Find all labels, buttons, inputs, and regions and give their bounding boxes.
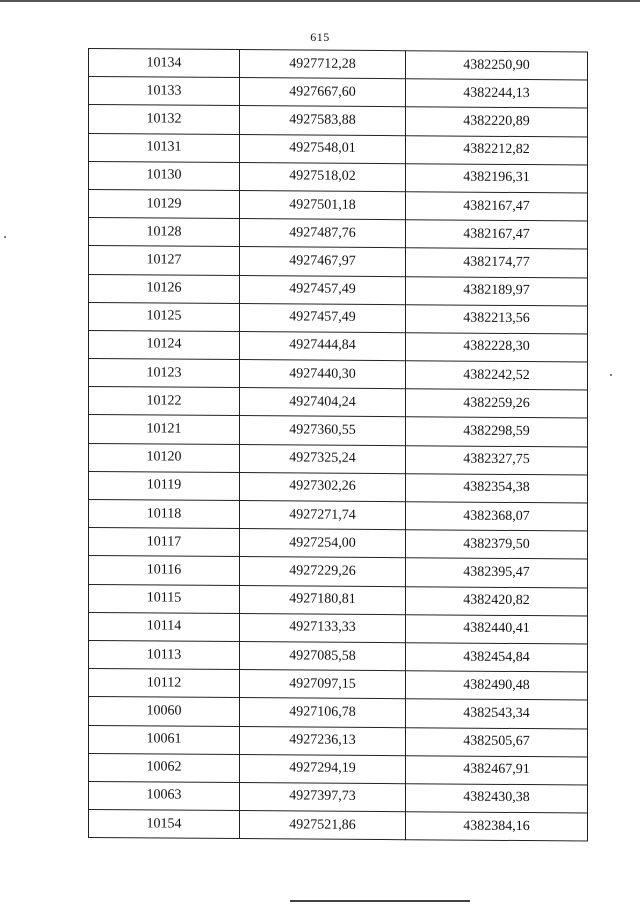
coordinate-y-cell: 4382212,82 [406, 135, 588, 164]
coordinate-x-cell: 4927360,55 [240, 416, 406, 445]
coordinate-x-cell: 4927236,13 [240, 726, 406, 755]
point-number-cell: 10128 [89, 218, 240, 247]
coordinate-y-cell: 4382395,47 [406, 558, 588, 587]
table-row [89, 105, 588, 137]
scan-speck [610, 374, 612, 376]
coordinate-y-cell: 4382379,50 [406, 530, 588, 559]
table-row [89, 246, 588, 278]
point-number-cell: 10112 [89, 669, 240, 698]
coordinate-x-cell: 4927457,49 [240, 303, 406, 332]
coordinate-x-cell: 4927085,58 [240, 641, 406, 670]
table-row [89, 359, 588, 391]
coordinates-table-body [89, 49, 588, 842]
coordinate-x-cell: 4927294,19 [240, 754, 406, 783]
coordinate-y-cell: 4382167,47 [406, 192, 588, 221]
table-row [89, 161, 588, 193]
table-row [89, 753, 588, 785]
point-number-cell: 10125 [89, 302, 240, 331]
point-number-cell: 10061 [89, 725, 240, 754]
page-number: 615 [310, 30, 330, 44]
coordinate-x-cell: 4927302,26 [240, 472, 406, 501]
table-row [89, 387, 588, 419]
coordinate-y-cell: 4382490,48 [406, 671, 588, 700]
point-number-cell: 10126 [89, 274, 240, 303]
table-row [89, 810, 588, 842]
coordinate-x-cell: 4927712,28 [240, 50, 406, 79]
coordinate-x-cell: 4927325,24 [240, 444, 406, 473]
table-row [89, 725, 588, 757]
point-number-cell: 10123 [89, 359, 240, 388]
table-row [89, 669, 588, 701]
table-row [89, 471, 588, 503]
point-number-cell: 10122 [89, 387, 240, 416]
coordinate-y-cell: 4382213,56 [406, 304, 588, 333]
point-number-cell: 10127 [89, 246, 240, 275]
table-row [89, 584, 588, 616]
point-number-cell: 10060 [89, 697, 240, 726]
table-row [89, 697, 588, 729]
coordinate-x-cell: 4927106,78 [240, 698, 406, 727]
point-number-cell: 10120 [89, 443, 240, 472]
table-row [89, 49, 588, 81]
point-number-cell: 10114 [89, 612, 240, 641]
coordinate-y-cell: 4382505,67 [406, 727, 588, 756]
point-number-cell: 10131 [89, 133, 240, 162]
coordinate-y-cell: 4382543,34 [406, 699, 588, 728]
table-row [89, 500, 588, 532]
coordinate-x-cell: 4927444,84 [240, 331, 406, 360]
coordinate-y-cell: 4382196,31 [406, 163, 588, 192]
table-row [89, 443, 588, 475]
table-row [89, 528, 588, 560]
coordinate-y-cell: 4382259,26 [406, 389, 588, 418]
coordinate-y-cell: 4382430,38 [406, 784, 588, 813]
scan-speck [4, 236, 6, 238]
coordinate-x-cell: 4927487,76 [240, 219, 406, 248]
point-number-cell: 10119 [89, 471, 240, 500]
coordinate-y-cell: 4382244,13 [406, 79, 588, 108]
table-row [89, 218, 588, 250]
coordinates-table [88, 48, 588, 842]
coordinate-x-cell: 4927097,15 [240, 670, 406, 699]
point-number-cell: 10116 [89, 556, 240, 585]
coordinate-y-cell: 4382440,41 [406, 614, 588, 643]
coordinate-x-cell: 4927667,60 [240, 78, 406, 107]
coordinate-x-cell: 4927467,97 [240, 247, 406, 276]
table-row [89, 302, 588, 334]
table-row [89, 189, 588, 221]
coordinate-x-cell: 4927254,00 [240, 529, 406, 558]
point-number-cell: 10133 [89, 77, 240, 106]
table-row [89, 640, 588, 672]
point-number-cell: 10121 [89, 415, 240, 444]
point-number-cell: 10063 [89, 781, 240, 810]
table-row [89, 612, 588, 644]
coordinate-x-cell: 4927583,88 [240, 106, 406, 135]
coordinate-x-cell: 4927271,74 [240, 501, 406, 530]
coordinate-y-cell: 4382250,90 [406, 51, 588, 80]
point-number-cell: 10124 [89, 330, 240, 359]
point-number-cell: 10062 [89, 753, 240, 782]
coordinate-x-cell: 4927457,49 [240, 275, 406, 304]
table-row [89, 274, 588, 306]
point-number-cell: 10113 [89, 640, 240, 669]
scan-edge-top [0, 0, 640, 2]
coordinate-x-cell: 4927518,02 [240, 162, 406, 191]
coordinate-y-cell: 4382384,16 [406, 812, 588, 841]
point-number-cell: 10154 [89, 810, 240, 839]
coordinate-x-cell: 4927397,73 [240, 782, 406, 811]
table-row [89, 556, 588, 588]
point-number-cell: 10117 [89, 528, 240, 557]
coordinate-y-cell: 4382467,91 [406, 755, 588, 784]
point-number-cell: 10132 [89, 105, 240, 134]
table-row [89, 415, 588, 447]
coordinates-table-container [88, 48, 588, 843]
coordinate-x-cell: 4927133,33 [240, 613, 406, 642]
coordinate-y-cell: 4382368,07 [406, 502, 588, 531]
coordinate-x-cell: 4927404,24 [240, 388, 406, 417]
coordinate-x-cell: 4927180,81 [240, 585, 406, 614]
coordinate-y-cell: 4382420,82 [406, 586, 588, 615]
coordinate-x-cell: 4927229,26 [240, 557, 406, 586]
point-number-cell: 10115 [89, 584, 240, 613]
table-row [89, 330, 588, 362]
point-number-cell: 10118 [89, 500, 240, 529]
point-number-cell: 10130 [89, 161, 240, 190]
point-number-cell: 10134 [89, 49, 240, 78]
coordinate-y-cell: 4382327,75 [406, 445, 588, 474]
point-number-cell: 10129 [89, 189, 240, 218]
table-row [89, 133, 588, 165]
coordinate-y-cell: 4382242,52 [406, 361, 588, 390]
coordinate-y-cell: 4382189,97 [406, 276, 588, 305]
coordinate-x-cell: 4927548,01 [240, 134, 406, 163]
coordinate-y-cell: 4382454,84 [406, 643, 588, 672]
coordinate-y-cell: 4382220,89 [406, 107, 588, 136]
coordinate-x-cell: 4927501,18 [240, 190, 406, 219]
coordinate-x-cell: 4927440,30 [240, 360, 406, 389]
table-row [89, 77, 588, 109]
coordinate-y-cell: 4382167,47 [406, 220, 588, 249]
coordinate-x-cell: 4927521,86 [240, 811, 406, 840]
scan-edge-bottom [290, 900, 470, 902]
table-row [89, 781, 588, 813]
coordinate-y-cell: 4382298,59 [406, 417, 588, 446]
coordinate-y-cell: 4382174,77 [406, 248, 588, 277]
coordinate-y-cell: 4382354,38 [406, 474, 588, 503]
coordinate-y-cell: 4382228,30 [406, 333, 588, 362]
